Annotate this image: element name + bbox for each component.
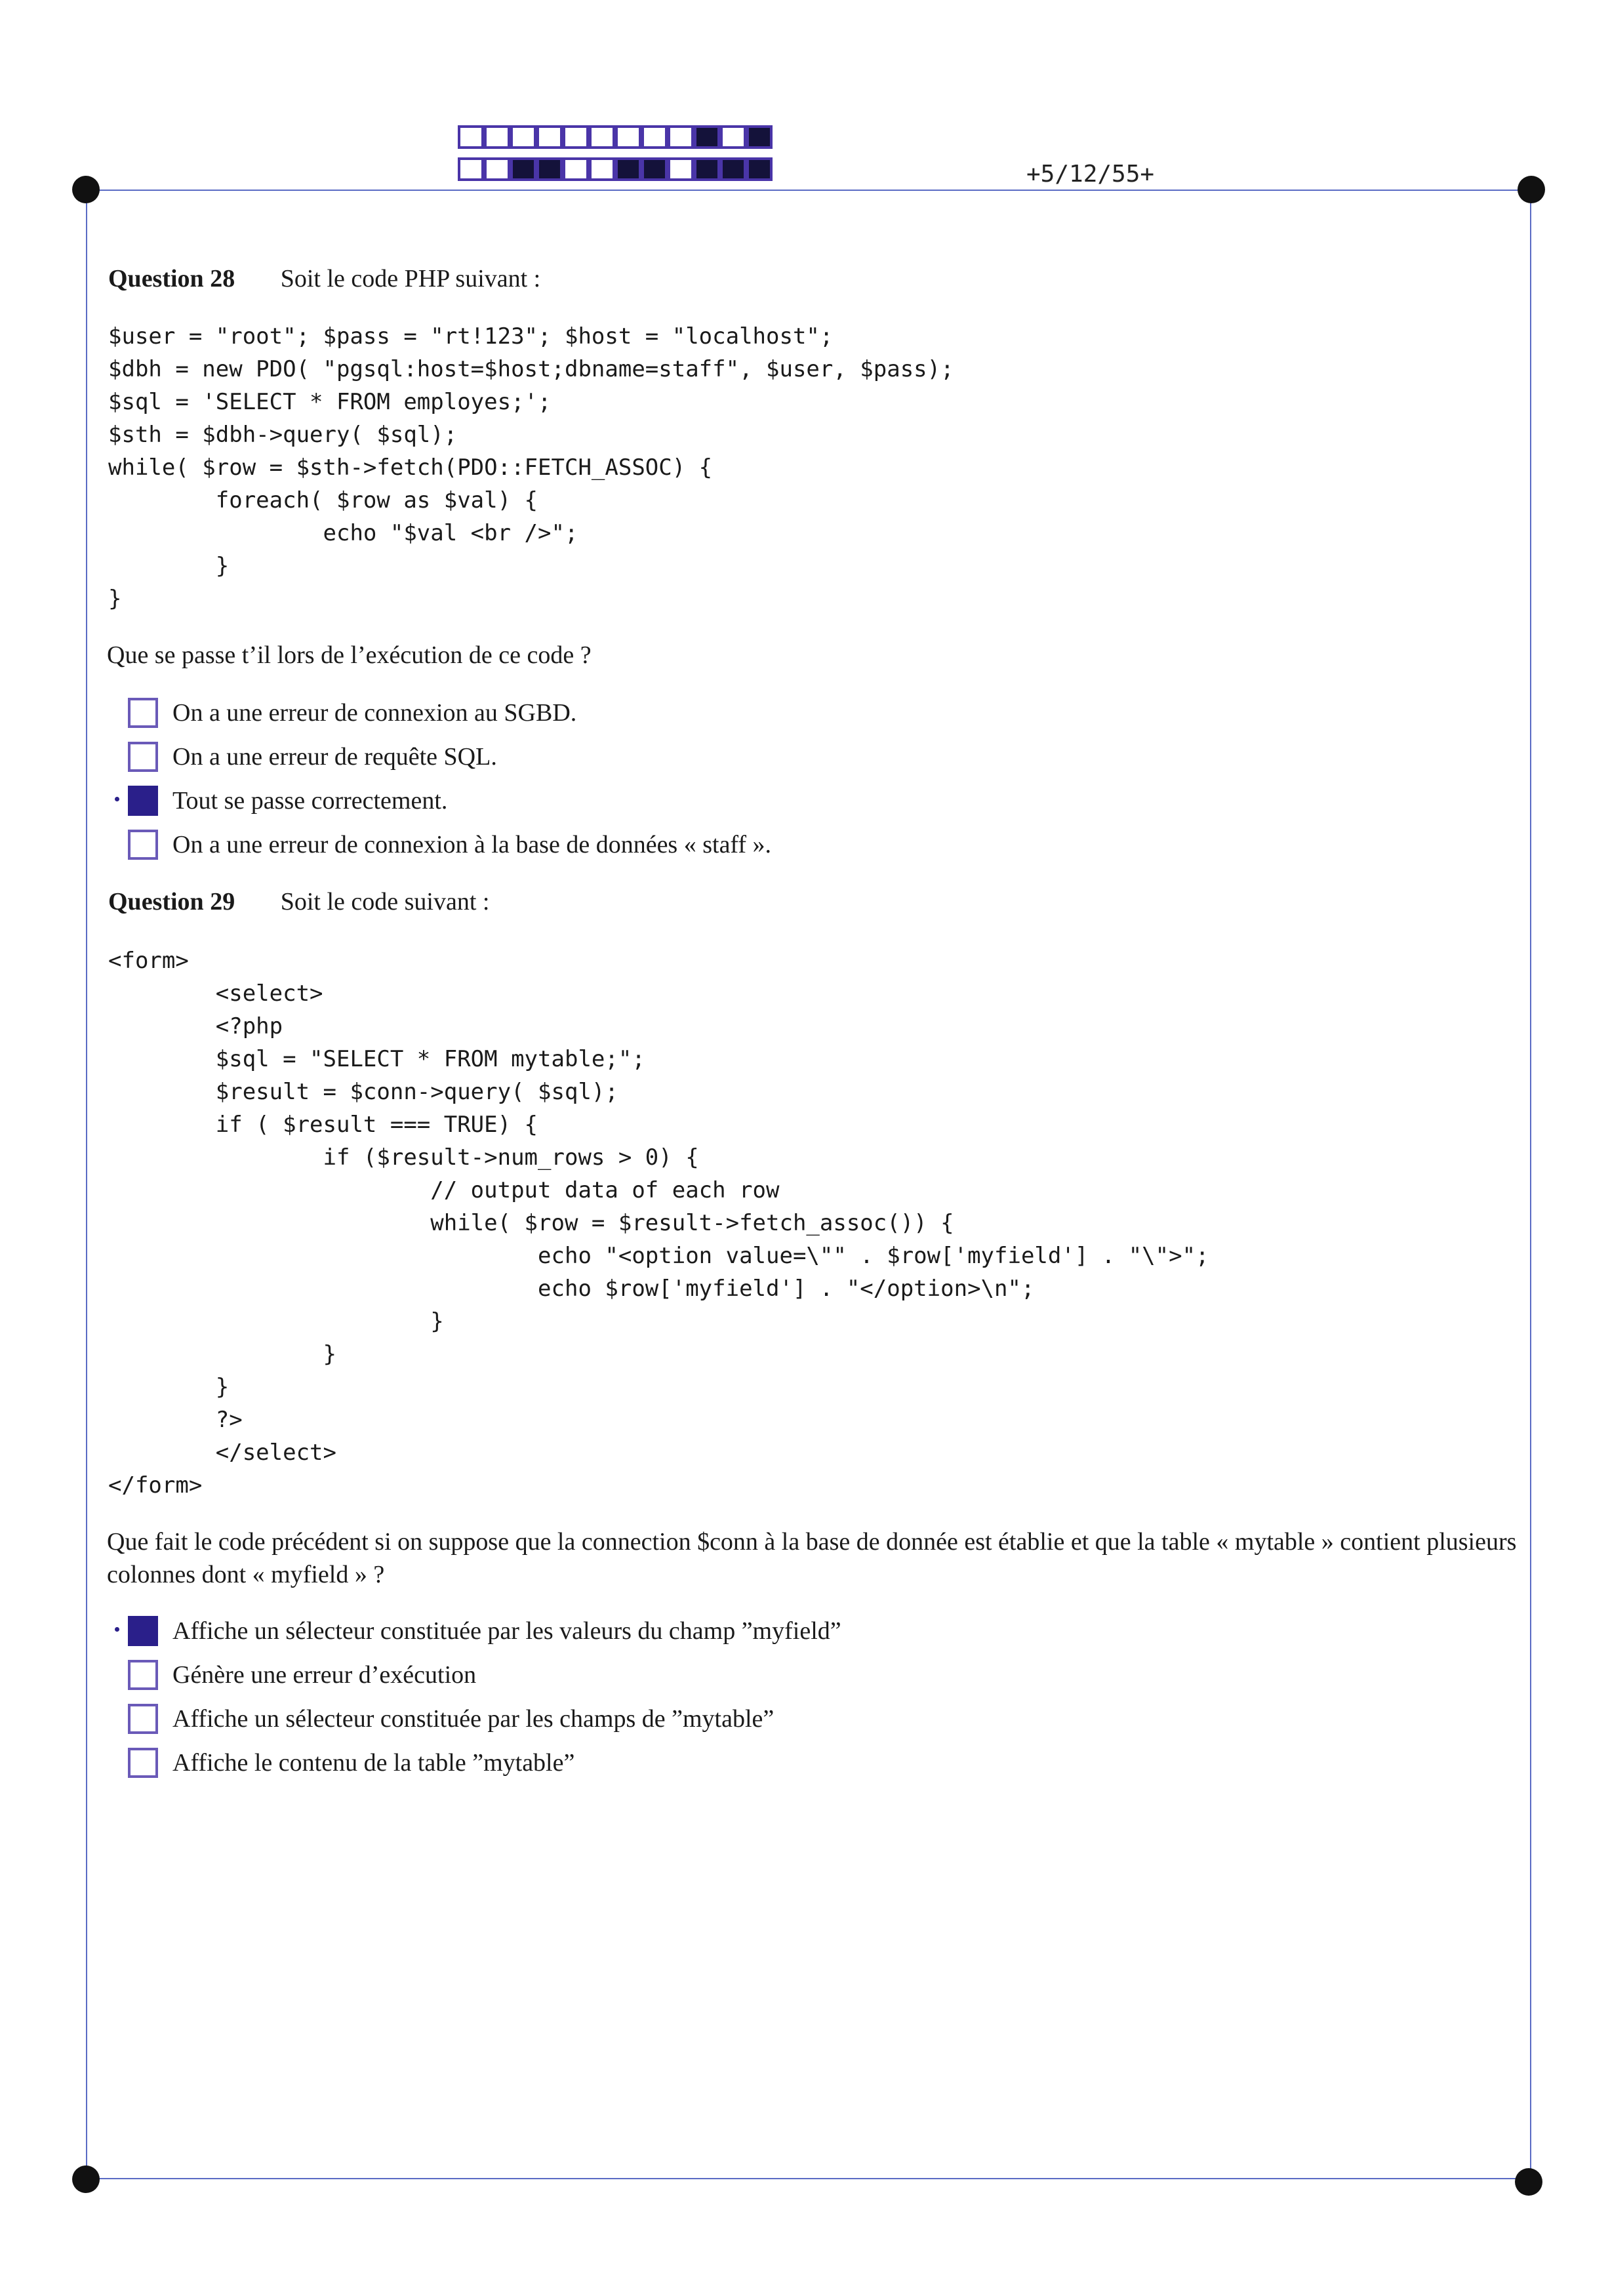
barcode-row-1 bbox=[458, 125, 773, 149]
barcode-row-2 bbox=[458, 157, 773, 181]
answer-text: On a une erreur de connexion au SGBD. bbox=[172, 698, 577, 727]
barcode-cell bbox=[563, 125, 589, 149]
answer-text: Génère une erreur d’exécution bbox=[172, 1661, 477, 1689]
barcode-cell bbox=[720, 157, 746, 181]
barcode-cell bbox=[746, 157, 773, 181]
page-id: +5/12/55+ bbox=[1026, 161, 1155, 188]
answer-list-q29 bbox=[128, 1609, 841, 1784]
answer-option[interactable] bbox=[128, 1609, 841, 1653]
question-number: Question 29 bbox=[108, 888, 235, 916]
answer-text: Tout se passe correctement. bbox=[172, 786, 448, 815]
barcode-cell bbox=[458, 125, 484, 149]
answer-list-q28 bbox=[128, 691, 771, 866]
barcode-cell bbox=[694, 125, 720, 149]
answer-option[interactable] bbox=[128, 1697, 841, 1741]
barcode-cell bbox=[615, 125, 641, 149]
barcode-cell bbox=[458, 157, 484, 181]
barcode-cell bbox=[694, 157, 720, 181]
code-block-q28: $user = "root"; $pass = "rt!123"; $host = "localhost"; $dbh = new PDO( "pgsql:host=$host;dbname=staff", $user, $pass); $sql = 'SELECT * FROM employes;'; $sth = $dbh->query( $sql); while( $row = $sth->fetch(PDO::FETCH_ASSOC) { foreach( $row as $val) { echo "$val <br />"; } } bbox=[108, 323, 954, 612]
barcode-cell bbox=[536, 125, 563, 149]
barcode-cell bbox=[563, 157, 589, 181]
question-intro: Soit le code PHP suivant : bbox=[280, 265, 541, 292]
answer-text: Affiche un sélecteur constituée par les valeurs du champ ”myfield” bbox=[172, 1617, 841, 1645]
answer-text: Affiche le contenu de la table ”mytable” bbox=[172, 1748, 575, 1777]
answer-checkbox[interactable] bbox=[128, 830, 158, 860]
answer-option[interactable] bbox=[128, 1653, 841, 1697]
barcode-cell bbox=[510, 125, 536, 149]
answer-checkbox[interactable] bbox=[128, 1616, 158, 1646]
answer-checkbox[interactable] bbox=[128, 786, 158, 816]
barcode-cell bbox=[668, 157, 694, 181]
barcode-cell bbox=[746, 125, 773, 149]
barcode-cell bbox=[720, 125, 746, 149]
answer-checkbox[interactable] bbox=[128, 1704, 158, 1734]
corner-marker-bottom-right bbox=[1515, 2168, 1542, 2196]
question-number: Question 28 bbox=[108, 265, 235, 292]
answer-option[interactable] bbox=[128, 1741, 841, 1784]
barcode-cell bbox=[484, 157, 510, 181]
barcode-cell bbox=[589, 125, 615, 149]
answer-checkbox[interactable] bbox=[128, 1660, 158, 1690]
answer-checkbox[interactable] bbox=[128, 742, 158, 772]
pen-mark bbox=[115, 1627, 119, 1632]
answer-text: Affiche un sélecteur constituée par les champs de ”mytable” bbox=[172, 1704, 775, 1733]
answer-text: On a une erreur de requête SQL. bbox=[172, 742, 497, 771]
answer-option[interactable] bbox=[128, 691, 771, 735]
barcode-cell bbox=[641, 125, 668, 149]
corner-marker-top-left bbox=[72, 176, 100, 203]
pen-mark bbox=[115, 797, 119, 801]
corner-marker-top-right bbox=[1518, 176, 1545, 203]
answer-option[interactable] bbox=[128, 822, 771, 866]
question-intro: Soit le code suivant : bbox=[280, 888, 490, 916]
answer-text: On a une erreur de connexion à la base de données « staff ». bbox=[172, 830, 772, 858]
question-28-header bbox=[108, 264, 540, 293]
corner-marker-bottom-left bbox=[72, 2165, 100, 2193]
barcode-cell bbox=[641, 157, 668, 181]
barcode-cell bbox=[510, 157, 536, 181]
code-block-q29: <form> <select> <?php $sql = "SELECT * FROM mytable;"; $result = $conn->query( $sql); if ( $result === TRUE) { if ($result->num_rows > 0) { // output data of each row while( $row = $result->fetch_assoc()) { echo "<option value=\"" . $row['myfield'] . "\">"; echo $row['myfield'] . "</option>\n"; } } } ?> </select> </form> bbox=[108, 948, 1209, 1499]
barcode-cell bbox=[668, 125, 694, 149]
question-prompt-q29: Que fait le code précédent si on suppose que la connection $conn à la base de donnée est établie et que la table « mytable » contient plusieurs colonnes dont « myfield » ? bbox=[107, 1528, 1517, 1588]
question-prompt-q28: Que se passe t’il lors de l’exécution de ce code ? bbox=[107, 641, 592, 669]
answer-checkbox[interactable] bbox=[128, 1748, 158, 1778]
barcode-cell bbox=[589, 157, 615, 181]
barcode-cell bbox=[536, 157, 563, 181]
barcode-cell bbox=[484, 125, 510, 149]
question-29-header bbox=[108, 887, 489, 916]
barcode-cell bbox=[615, 157, 641, 181]
answer-option[interactable] bbox=[128, 778, 771, 822]
answer-option[interactable] bbox=[128, 735, 771, 778]
answer-checkbox[interactable] bbox=[128, 698, 158, 728]
